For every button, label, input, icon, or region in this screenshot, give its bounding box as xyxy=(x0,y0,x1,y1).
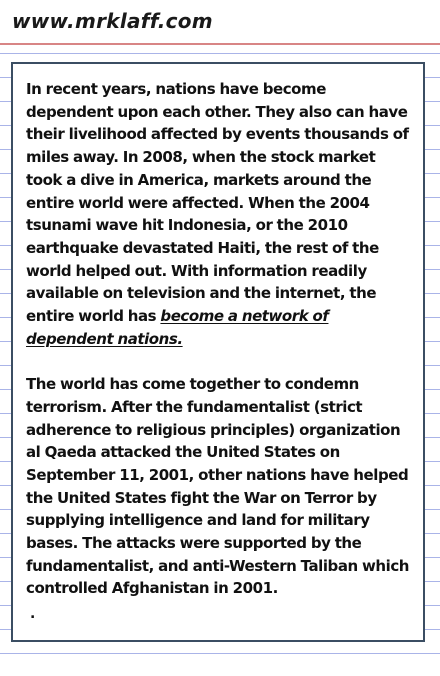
site-header xyxy=(0,0,440,44)
header-divider xyxy=(0,43,440,45)
paragraph-interdependence-text: In recent years, nations have become dependent upon each other. They also can have their livelihood affected by events thousands of miles away. In 2008, when the stock market took a dive in America, markets around the entire world were affected. When the 2004 tsunami wave hit Indonesia, or the 2010 earthquake devastated Haiti, the rest of the world helped out. With information readily available on television and the internet, the entire world has xyxy=(26,80,409,326)
stray-period: . xyxy=(30,606,36,622)
key-phrase-network-of-nations: become a network of dependent nations. xyxy=(26,307,329,348)
site-title: www.mrklaff.com xyxy=(12,9,213,33)
paragraph-terrorism: The world has come together to condemn terrorism. After the fundamentalist (strict adherence to religious principles) organization al Qaeda attacked the United States on September 11, 2001, other nations have helped the United States fight the War on Terror by supplying intelligence and land for military bases. The attacks were supported by the fundamentalist, and anti-Western Taliban which controlled Afghanistan in 2001. xyxy=(26,375,410,598)
content-box xyxy=(11,62,425,642)
paragraph-interdependence xyxy=(26,78,413,350)
